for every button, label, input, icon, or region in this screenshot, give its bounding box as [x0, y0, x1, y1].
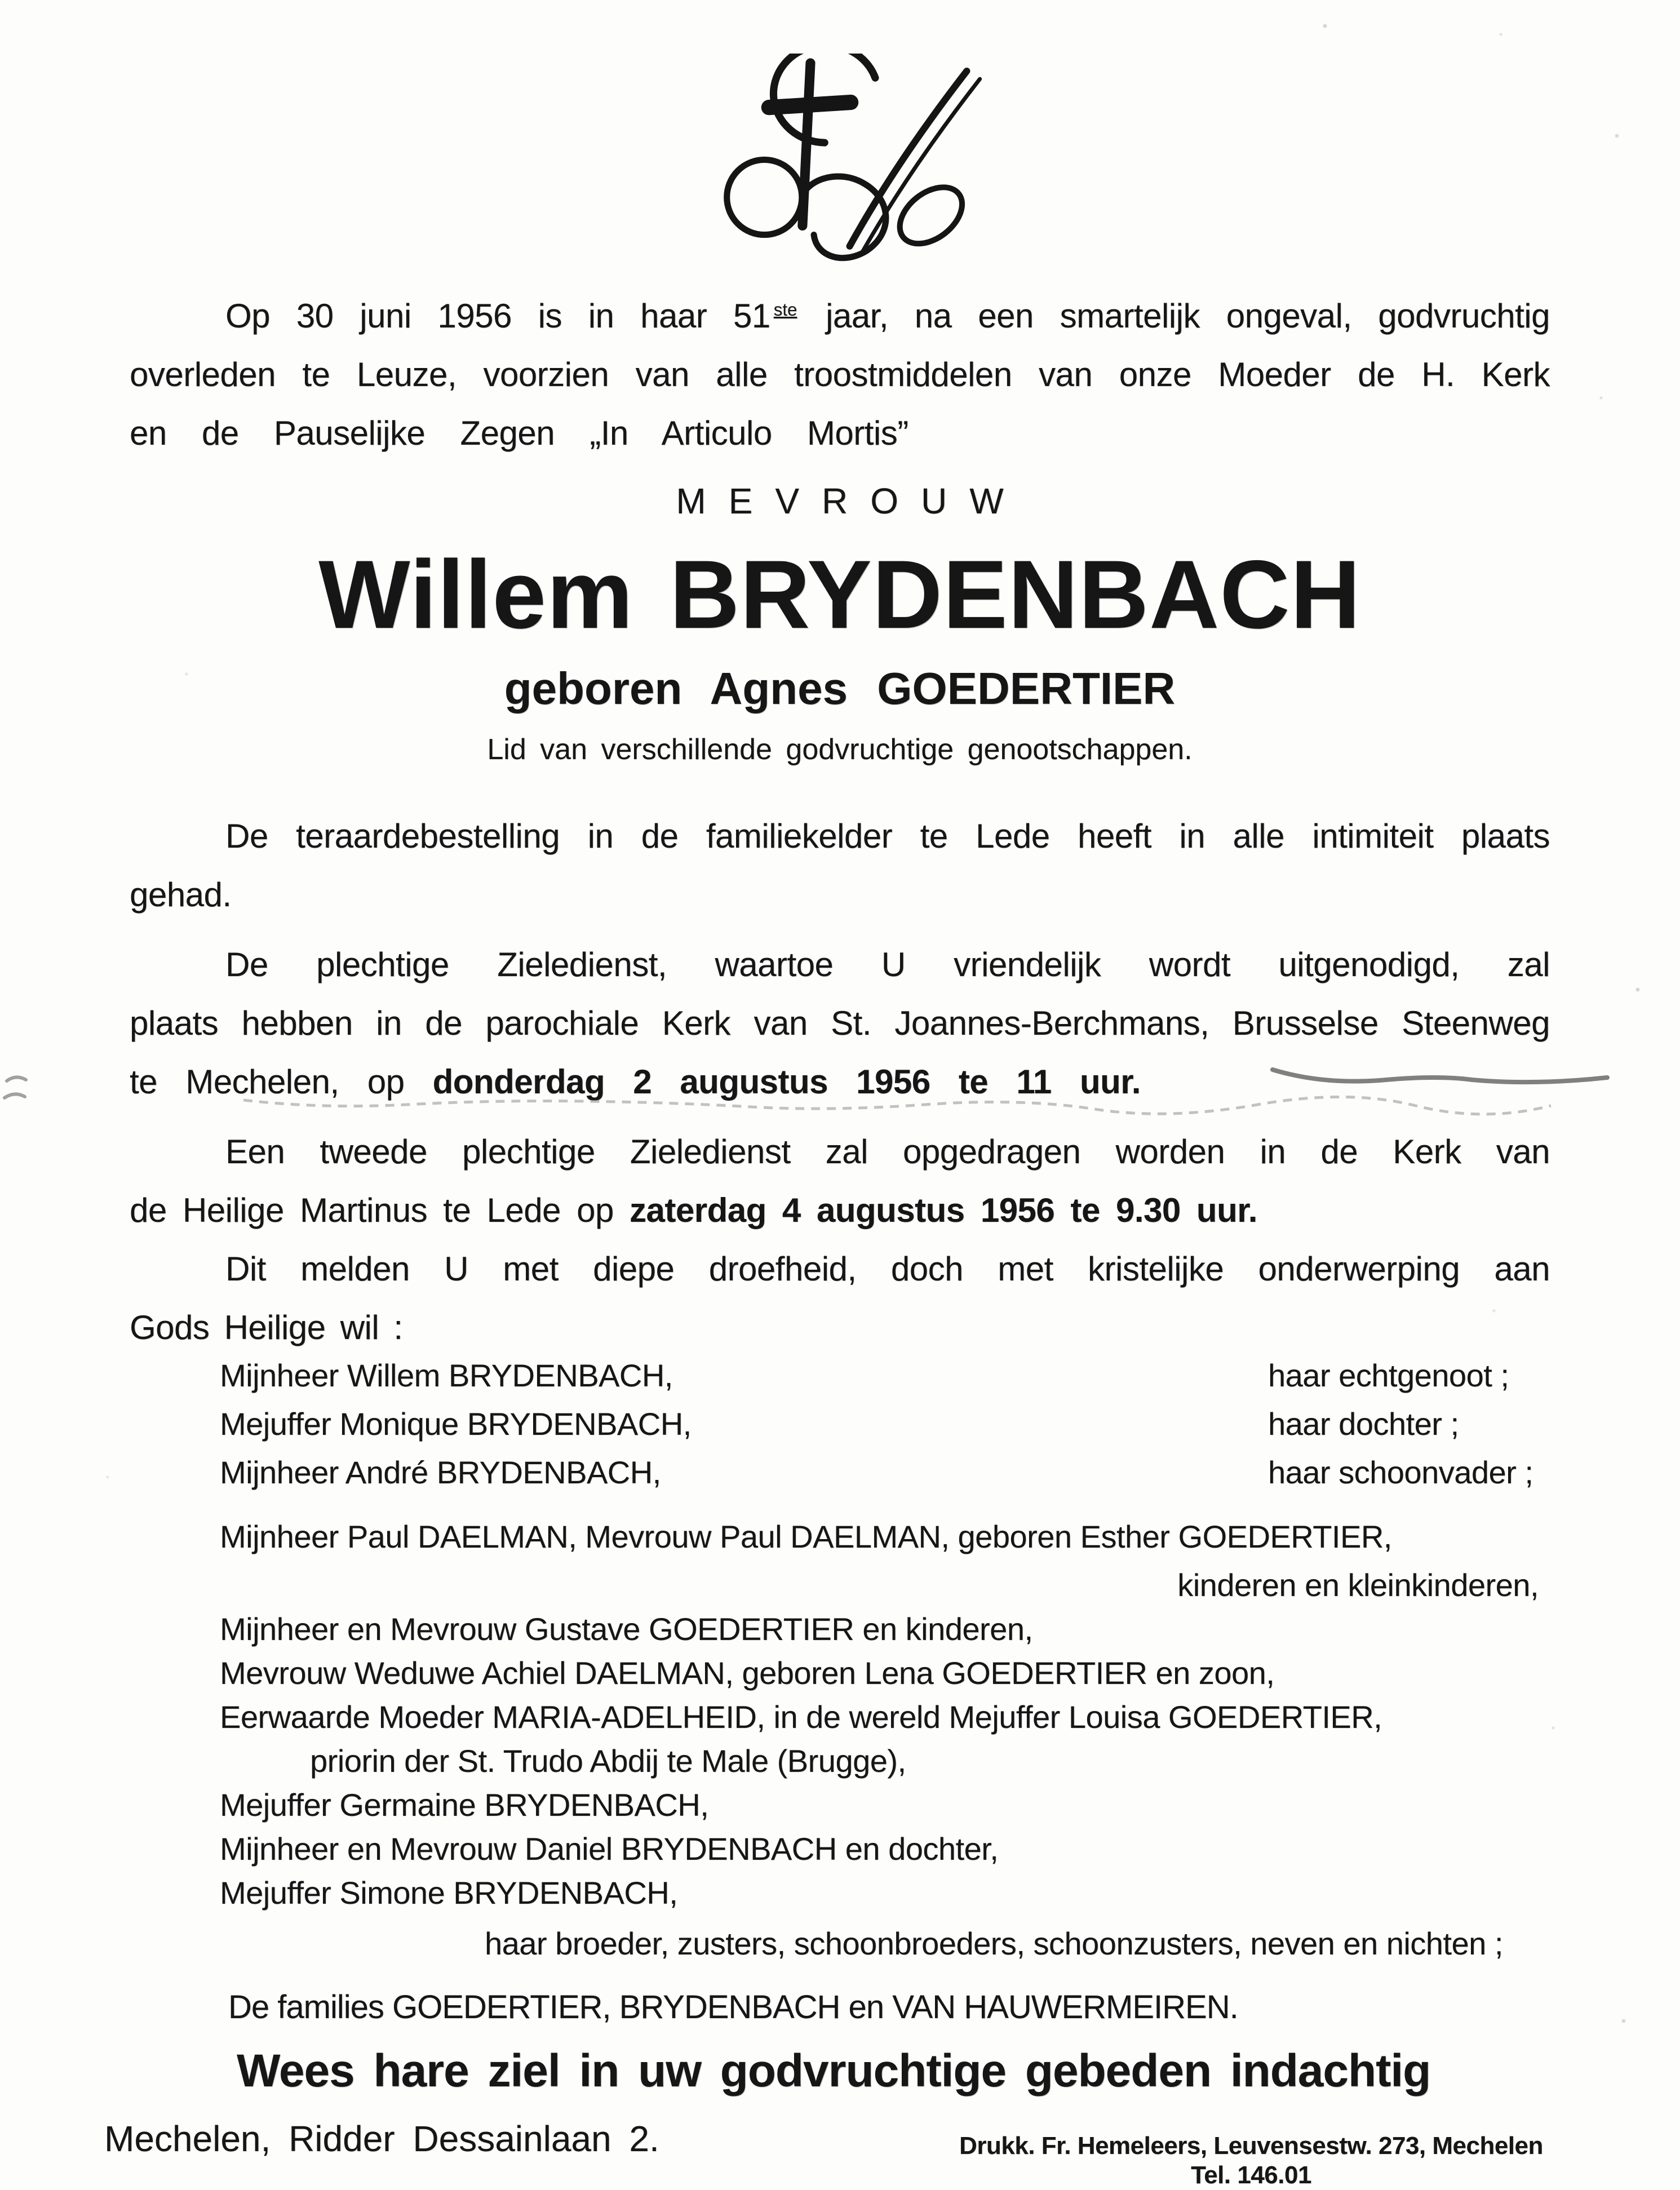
- second-service-line-2: de Heilige Martinus te Lede op zaterdag 4 augustus 1956 te 9.30 uur.: [130, 1191, 1257, 1229]
- announcement-line-2: Gods Heilige wil :: [130, 1309, 403, 1346]
- relative-extended-line: kinderen en kleinkinderen,: [1177, 1567, 1539, 1603]
- intro-line-3: en de Pauselijke Zegen „In Articulo Mortis”: [130, 414, 908, 452]
- relative-row: [130, 1351, 1550, 1400]
- relative-extended-line: haar broeder, zusters, schoonbroeders, schoonzusters, neven en nichten ;: [485, 1926, 1503, 1961]
- first-service-date: donderdag 2 augustus 1956 te 11 uur.: [432, 1063, 1141, 1101]
- footer-address: Mechelen, Ridder Dessainlaan 2.: [104, 2118, 659, 2159]
- maiden-name-line: geboren Agnes GOEDERTIER: [504, 663, 1176, 713]
- printer-telephone: Tel. 146.01: [1191, 2161, 1311, 2189]
- announcement-paragraph: [130, 1240, 1550, 1357]
- burial-line-2: gehad.: [130, 876, 232, 914]
- relative-extended-line: Mijnheer en Mevrouw Gustave GOEDERTIER en kinderen,: [220, 1611, 1033, 1647]
- deceased-first-name: Willem: [318, 540, 634, 649]
- deceased-title: MEVROUW: [676, 481, 1026, 521]
- relative-extended-line: Mevrouw Weduwe Achiel DAELMAN, geboren Lena GOEDERTIER en zoon,: [220, 1655, 1275, 1691]
- first-service-line-1: De plechtige Zieledienst, waartoe U vriendelijk wordt uitgenodigd, zal: [225, 946, 1550, 983]
- relative-name: Mijnheer André BRYDENBACH,: [220, 1455, 661, 1490]
- membership-line: Lid van verschillende godvruchtige genootschappen.: [487, 733, 1193, 766]
- burial-line-1: De teraardebestelling in de familiekelder te Lede heeft in alle intimiteit plaats: [225, 817, 1550, 855]
- second-service-line-1: Een tweede plechtige Zieledienst zal opgedragen worden in de Kerk van: [225, 1133, 1550, 1171]
- relatives-primary-list: [130, 1351, 1550, 1497]
- deceased-family-name: BRYDENBACH: [670, 540, 1361, 649]
- intro-paragraph: [130, 281, 1550, 463]
- relative-relation: haar schoonvader ;: [1268, 1455, 1533, 1490]
- announcement-line-1: Dit melden U met diepe droefheid, doch met kristelijke onderwerping aan: [225, 1250, 1550, 1288]
- intro-line-1: Op 30 juni 1956 is in haar 51 $^{ste}$ jaar, na een smartelijk ongeval, godvruchtig: [225, 297, 1550, 335]
- relative-extended-line: priorin der St. Trudo Abdij te Male (Brugge),: [310, 1743, 906, 1779]
- intro-line-2: overleden te Leuze, voorzien van alle troostmiddelen van onze Moeder de H. Kerk: [130, 356, 1550, 393]
- second-service-date: zaterdag 4 augustus 1956 te 9.30 uur.: [630, 1191, 1257, 1229]
- families-line: De families GOEDERTIER, BRYDENBACH en VAN HAUWERMEIREN.: [228, 1989, 1238, 2025]
- relative-extended-line: Mijnheer Paul DAELMAN, Mevrouw Paul DAELMAN, geboren Esther GOEDERTIER,: [220, 1519, 1392, 1554]
- cross-monogram-icon: [679, 54, 1003, 273]
- scan-noise-specks: [0, 0, 1, 1]
- relative-extended-line: Mejuffer Simone BRYDENBACH,: [220, 1875, 678, 1910]
- printer-name: Drukk. Fr. Hemeleers, Leuvensestw. 273, Mechelen: [959, 2132, 1543, 2160]
- ordinal-suffix: ste: [773, 300, 797, 320]
- closing-line: Wees hare ziel in uw godvruchtige gebeden indachtig: [237, 2045, 1431, 2096]
- relative-row: [130, 1400, 1550, 1448]
- relative-extended-line: Mejuffer Germaine BRYDENBACH,: [220, 1787, 709, 1823]
- relative-relation: haar dochter ;: [1268, 1406, 1459, 1442]
- relative-relation: haar echtgenoot ;: [1268, 1358, 1509, 1393]
- second-service-paragraph: [130, 1123, 1550, 1240]
- relatives-extended-list: [130, 1515, 1550, 1966]
- relative-extended-line: Mijnheer en Mevrouw Daniel BRYDENBACH en dochter,: [220, 1831, 999, 1867]
- printer-credit: [958, 2131, 1544, 2190]
- relative-name: Mejuffer Monique BRYDENBACH,: [220, 1406, 691, 1442]
- burial-paragraph: [130, 807, 1550, 924]
- first-service-line-3: te Mechelen, op donderdag 2 augustus 1956 te 11 uur.: [130, 1063, 1141, 1101]
- first-service-line-2: plaats hebben in de parochiale Kerk van St. Joannes-Berchmans, Brusselse Steenweg: [130, 1004, 1550, 1042]
- relative-name: Mijnheer Willem BRYDENBACH,: [220, 1358, 673, 1393]
- first-service-paragraph: [130, 936, 1550, 1111]
- relative-extended-line: Eerwaarde Moeder MARIA-ADELHEID, in de wereld Mejuffer Louisa GOEDERTIER,: [220, 1699, 1382, 1735]
- relative-row: [130, 1448, 1550, 1497]
- deceased-name: [130, 539, 1550, 650]
